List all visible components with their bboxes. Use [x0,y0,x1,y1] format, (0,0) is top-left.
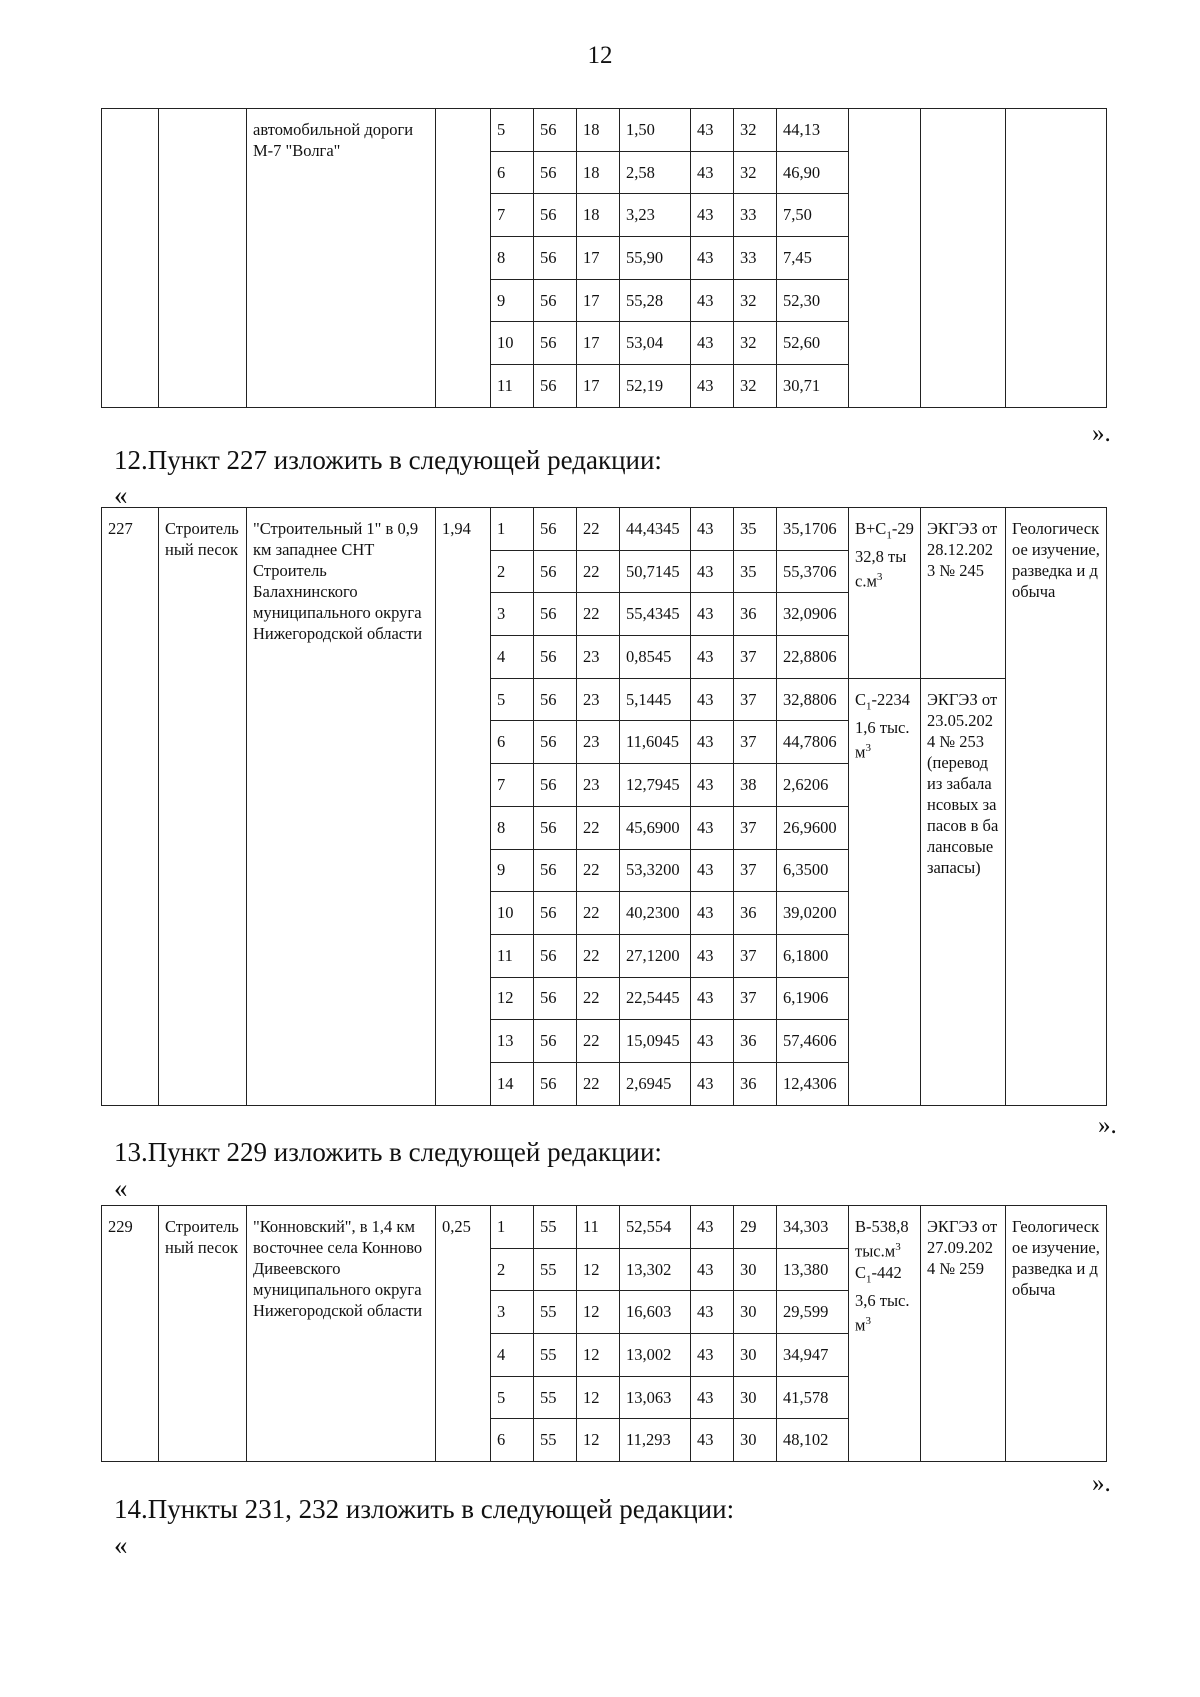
coord-cell: 52,19 [620,365,691,408]
coord-cell: 15,0945 [620,1020,691,1063]
reserves-cell [849,678,921,1105]
coord-cell: 39,0200 [777,892,849,935]
coord-cell: 56 [534,934,577,977]
coord-cell: 22,8806 [777,636,849,679]
coord-cell: 22 [577,977,620,1020]
coord-cell: 23 [577,764,620,807]
coord-cell: 2,58 [620,151,691,194]
opening-quote: « [114,1173,128,1203]
coord-cell: 11,6045 [620,721,691,764]
coord-cell: 43 [691,678,734,721]
coord-cell: 22 [577,806,620,849]
coord-cell: 43 [691,109,734,152]
coord-cell: 55,90 [620,237,691,280]
coord-cell: 18 [577,194,620,237]
coord-cell: 6 [491,151,534,194]
coord-cell: 5 [491,678,534,721]
cube-superscript: 3 [876,571,883,584]
coord-cell: 12 [577,1291,620,1334]
reserves-cell [849,508,921,679]
coord-cell: 37 [734,721,777,764]
coord-cell: 12 [577,1419,620,1462]
coord-cell: 52,60 [777,322,849,365]
coord-cell: 53,3200 [620,849,691,892]
coord-cell: 7,50 [777,194,849,237]
reserves-cell [849,109,921,408]
coord-cell: 32 [734,365,777,408]
reserves-category: С [855,1262,867,1282]
coord-cell: 22 [577,934,620,977]
coord-cell: 12,7945 [620,764,691,807]
coord-cell: 12,4306 [777,1062,849,1105]
protocol-cell [921,109,1006,408]
mineral-cell: Строительный песок [159,1206,247,1462]
reserves-subscript: 1 [866,1272,872,1285]
coord-cell: 43 [691,508,734,551]
coord-cell: 7,45 [777,237,849,280]
protocol-cell: ЭКГЭЗ от 28.12.2023 № 245 [921,508,1006,679]
coord-cell: 11 [577,1206,620,1249]
coord-cell: 9 [491,279,534,322]
coord-cell: 55 [534,1419,577,1462]
coord-cell: 3 [491,1291,534,1334]
coord-cell: 17 [577,365,620,408]
protocol-cell: ЭКГЭЗ от 27.09.2024 № 259 [921,1206,1006,1462]
coord-cell: 22 [577,849,620,892]
coord-cell: 44,7806 [777,721,849,764]
coord-cell: 30 [734,1248,777,1291]
coord-cell: 10 [491,892,534,935]
coord-cell: 30 [734,1291,777,1334]
coord-cell: 2 [491,550,534,593]
coord-cell: 43 [691,892,734,935]
coord-cell: 32 [734,109,777,152]
number-cell: 229 [102,1206,159,1462]
coord-cell: 23 [577,721,620,764]
coord-cell: 43 [691,721,734,764]
area-cell [436,109,491,408]
coord-cell: 9 [491,849,534,892]
mineral-cell: Строительный песок [159,508,247,1106]
coord-cell: 32,0906 [777,593,849,636]
coord-cell: 12 [577,1334,620,1377]
coord-cell: 1 [491,1206,534,1249]
coord-cell: 43 [691,806,734,849]
coord-cell: 1 [491,508,534,551]
number-cell [102,109,159,408]
coord-cell: 3,23 [620,194,691,237]
coord-cell: 43 [691,1291,734,1334]
coord-cell: 43 [691,764,734,807]
coord-cell: 43 [691,934,734,977]
coord-cell: 43 [691,1248,734,1291]
coord-cell: 44,13 [777,109,849,152]
coord-cell: 56 [534,977,577,1020]
coord-cell: 55 [534,1334,577,1377]
coord-cell: 30,71 [777,365,849,408]
reserves-value: -2932,8 тыс.м [855,519,914,591]
purpose-cell [1006,109,1107,408]
coord-cell: 8 [491,806,534,849]
coord-cell: 22 [577,892,620,935]
coord-cell: 40,2300 [620,892,691,935]
coord-cell: 56 [534,322,577,365]
coord-cell: 16,603 [620,1291,691,1334]
coord-cell: 4 [491,1334,534,1377]
coord-cell: 37 [734,636,777,679]
coord-cell: 43 [691,1062,734,1105]
coord-cell: 29,599 [777,1291,849,1334]
coord-cell: 43 [691,593,734,636]
coord-cell: 56 [534,1062,577,1105]
coord-cell: 53,04 [620,322,691,365]
reserves-category: С [855,689,867,709]
coord-cell: 6,1800 [777,934,849,977]
coord-cell: 22 [577,1020,620,1063]
coord-cell: 27,1200 [620,934,691,977]
coord-cell: 35,1706 [777,508,849,551]
coord-cell: 7 [491,194,534,237]
coord-cell: 5 [491,109,534,152]
coord-cell: 50,7145 [620,550,691,593]
coord-cell: 7 [491,764,534,807]
coord-cell: 18 [577,109,620,152]
coord-cell: 37 [734,934,777,977]
coord-cell: 17 [577,322,620,365]
protocol-cell: ЭКГЭЗ от 23.05.2024 № 253 (перевод из забалансовых запасов в балансовые запасы) [921,678,1006,1105]
coord-cell: 6,1906 [777,977,849,1020]
coord-cell: 12 [577,1248,620,1291]
reserves-category: В+С [855,519,887,538]
coord-cell: 2,6206 [777,764,849,807]
coord-cell: 41,578 [777,1376,849,1419]
coord-cell: 55 [534,1291,577,1334]
coord-cell: 43 [691,1020,734,1063]
area-cell: 1,94 [436,508,491,1106]
coord-cell: 56 [534,550,577,593]
coord-cell: 55,3706 [777,550,849,593]
coord-cell: 36 [734,1020,777,1063]
coord-cell: 11,293 [620,1419,691,1462]
coord-cell: 35 [734,550,777,593]
coord-cell: 22 [577,1062,620,1105]
continued-coordinates-table [101,108,1107,408]
coord-cell: 48,102 [777,1419,849,1462]
area-cell: 0,25 [436,1206,491,1462]
coord-cell: 37 [734,806,777,849]
coord-cell: 30 [734,1419,777,1462]
coord-cell: 55,28 [620,279,691,322]
coord-cell: 56 [534,109,577,152]
coord-cell: 45,6900 [620,806,691,849]
coord-cell: 43 [691,237,734,280]
coord-cell: 22,5445 [620,977,691,1020]
coord-cell: 43 [691,977,734,1020]
reserves-cell [849,1206,921,1462]
coord-cell: 12 [577,1376,620,1419]
reserves-value: -4423,6 тыс.м [855,1262,910,1335]
closing-quote: ». [1092,420,1111,447]
coord-cell: 36 [734,593,777,636]
mineral-cell [159,109,247,408]
coord-cell: 26,9600 [777,806,849,849]
coord-cell: 56 [534,237,577,280]
purpose-cell: Геологическое изучение, разведка и добыча [1006,1206,1107,1462]
coord-cell: 43 [691,1419,734,1462]
coord-cell: 4 [491,636,534,679]
coord-cell: 56 [534,593,577,636]
coord-cell: 17 [577,237,620,280]
coord-cell: 55 [534,1248,577,1291]
coord-cell: 57,4606 [777,1020,849,1063]
coord-cell: 11 [491,365,534,408]
site-cell: автомобильной дороги М-7 "Волга" [247,109,436,408]
coord-cell: 32 [734,279,777,322]
coord-cell: 56 [534,806,577,849]
coord-cell: 2,6945 [620,1062,691,1105]
opening-quote: « [114,1530,128,1560]
coord-cell: 38 [734,764,777,807]
coord-cell: 22 [577,508,620,551]
coord-cell: 18 [577,151,620,194]
coord-cell: 33 [734,194,777,237]
coord-cell: 52,554 [620,1206,691,1249]
coord-cell: 43 [691,636,734,679]
coord-cell: 12 [491,977,534,1020]
coord-cell: 43 [691,365,734,408]
coord-cell: 29 [734,1206,777,1249]
coord-cell: 56 [534,636,577,679]
purpose-cell: Геологическое изучение, разведка и добыча [1006,508,1107,1106]
coord-cell: 56 [534,678,577,721]
point-227-table [101,507,1107,1106]
site-cell: "Строительный 1" в 0,9 км западнее СНТ Строитель Балахнинского муниципального округа Нижегородской области [247,508,436,1106]
coord-cell: 23 [577,636,620,679]
coord-cell: 43 [691,279,734,322]
cube-superscript: 3 [895,1241,901,1253]
coord-cell: 32 [734,322,777,365]
coord-cell: 35 [734,508,777,551]
coord-cell: 10 [491,322,534,365]
coord-cell: 56 [534,279,577,322]
coord-cell: 17 [577,279,620,322]
coord-cell: 43 [691,849,734,892]
coord-cell: 56 [534,194,577,237]
coord-cell: 30 [734,1376,777,1419]
coord-cell: 43 [691,322,734,365]
section-heading: 14.Пункты 231, 232 изложить в следующей редакции: [114,1494,735,1524]
coord-cell: 33 [734,237,777,280]
coord-cell: 37 [734,977,777,1020]
coord-cell: 37 [734,849,777,892]
coord-cell: 6,3500 [777,849,849,892]
coord-cell: 37 [734,678,777,721]
coord-cell: 56 [534,1020,577,1063]
coord-cell: 13,302 [620,1248,691,1291]
closing-quote: ». [1092,1470,1111,1497]
page-number: 12 [587,42,613,69]
coord-cell: 0,8545 [620,636,691,679]
closing-quote: ». [1098,1112,1117,1139]
coord-cell: 13,380 [777,1248,849,1291]
coord-cell: 3 [491,593,534,636]
coord-cell: 43 [691,1206,734,1249]
section-heading: 12.Пункт 227 изложить в следующей редакции: [114,445,662,475]
coord-cell: 56 [534,892,577,935]
opening-quote: « [114,480,128,510]
coord-cell: 34,303 [777,1206,849,1249]
coord-cell: 55 [534,1206,577,1249]
coord-cell: 30 [734,1334,777,1377]
coord-cell: 56 [534,849,577,892]
reserves-subscript: 1 [886,529,892,542]
reserves-value: -22341,6 тыс.м [855,689,911,762]
coord-cell: 8 [491,237,534,280]
coord-cell: 13,063 [620,1376,691,1419]
cube-superscript: 3 [865,1314,871,1327]
site-cell: "Конновский", в 1,4 км восточнее села Конново Дивеевского муниципального округа Нижегородской области [247,1206,436,1462]
coord-cell: 32,8806 [777,678,849,721]
coord-cell: 36 [734,892,777,935]
reserves-value: В-538,8 тыс.м [855,1217,909,1261]
coord-cell: 43 [691,1376,734,1419]
coord-cell: 13 [491,1020,534,1063]
coord-cell: 44,4345 [620,508,691,551]
coord-cell: 5 [491,1376,534,1419]
number-cell: 227 [102,508,159,1106]
coord-cell: 56 [534,764,577,807]
coord-cell: 52,30 [777,279,849,322]
coord-cell: 22 [577,550,620,593]
coord-cell: 43 [691,194,734,237]
coord-cell: 46,90 [777,151,849,194]
coord-cell: 56 [534,508,577,551]
coord-cell: 56 [534,721,577,764]
coord-cell: 56 [534,151,577,194]
coord-cell: 1,50 [620,109,691,152]
coord-cell: 32 [734,151,777,194]
coord-cell: 56 [534,365,577,408]
cube-superscript: 3 [865,742,871,755]
coord-cell: 13,002 [620,1334,691,1377]
coord-cell: 55 [534,1376,577,1419]
coord-cell: 43 [691,151,734,194]
reserves-subscript: 1 [866,700,872,713]
coord-cell: 2 [491,1248,534,1291]
coord-cell: 6 [491,721,534,764]
coord-cell: 22 [577,593,620,636]
coord-cell: 6 [491,1419,534,1462]
point-229-table [101,1205,1107,1462]
coord-cell: 36 [734,1062,777,1105]
section-heading: 13.Пункт 229 изложить в следующей редакции: [114,1137,662,1167]
coord-cell: 23 [577,678,620,721]
coord-cell: 55,4345 [620,593,691,636]
coord-cell: 11 [491,934,534,977]
coord-cell: 5,1445 [620,678,691,721]
coord-cell: 14 [491,1062,534,1105]
coord-cell: 34,947 [777,1334,849,1377]
coord-cell: 43 [691,550,734,593]
coord-cell: 43 [691,1334,734,1377]
